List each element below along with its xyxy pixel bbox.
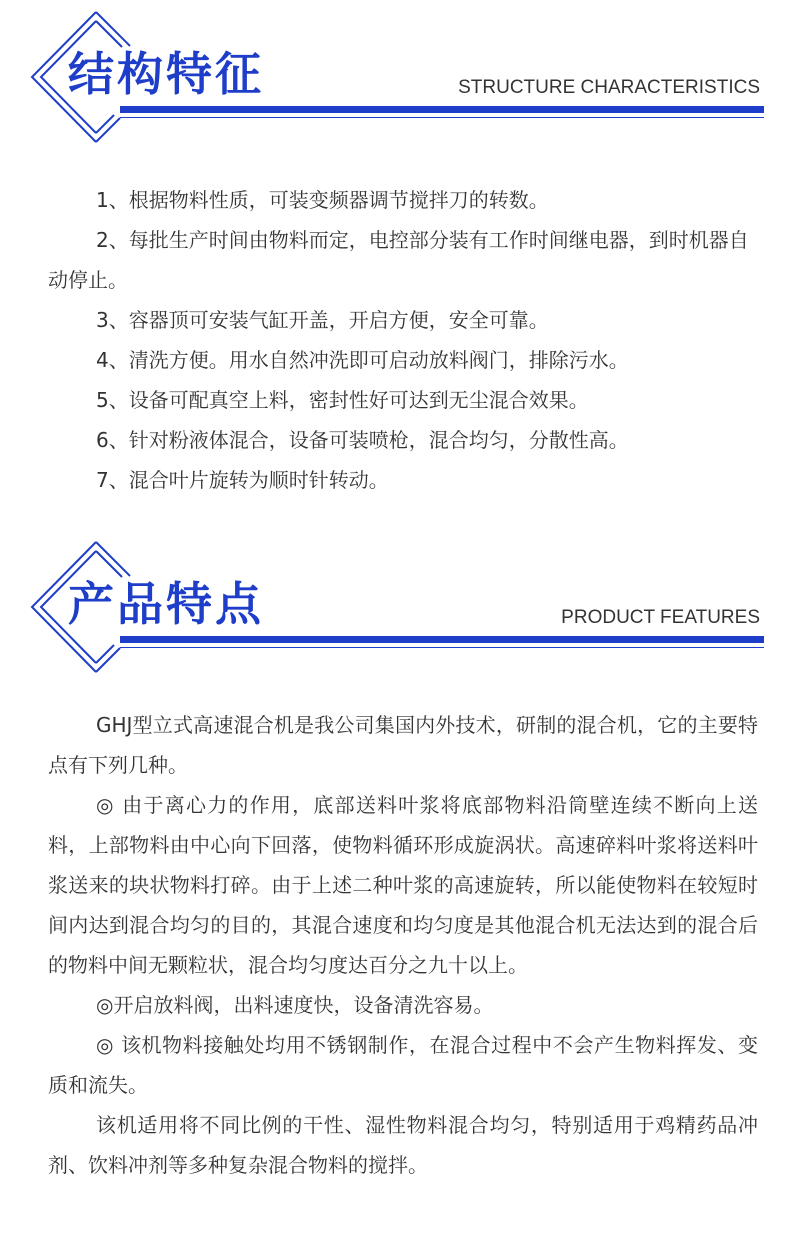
- header-underline-thin: [120, 647, 764, 648]
- section-title: 产品特点: [68, 577, 264, 631]
- section-header: [0, 530, 790, 680]
- paragraph: ◎开启放料阀，出料速度快，设备清洗容易。: [96, 993, 494, 1017]
- section-title: 结构特征: [68, 47, 264, 101]
- paragraph: GHJ型立式高速混合机是我公司集国内外技术，研制的混合机，它的主要特点有下列几种。: [48, 713, 758, 777]
- section-subtitle: PRODUCT FEATURES: [561, 607, 760, 628]
- paragraph: ◎ 该机物料接触处均用不锈钢制作，在混合过程中不会产生物料挥发、变质和流失。: [48, 1033, 758, 1097]
- paragraph: ◎ 由于离心力的作用，底部送料叶浆将底部物料沿筒壁连续不断向上送料，上部物料由中心向下回落，使物料循环形成旋涡状。高速碎料叶浆将送料叶浆送来的块状物料打碎。由于上述二种叶浆的高速旋转，所以能使物料在较短时间内达到混合均匀的目的，其混合速度和均匀度是其他混合机无法达到的混合后的物料中间无颗粒状，混合均匀度达百分之九十以上。: [48, 793, 758, 977]
- list-item: 6、针对粉液体混合，设备可装喷枪，混合均匀，分散性高。: [96, 428, 629, 452]
- list-item: 4、清洗方便。用水自然冲洗即可启动放料阀门，排除污水。: [96, 348, 629, 372]
- feature-paragraphs: [48, 705, 758, 1185]
- list-item: 7、混合叶片旋转为顺时针转动。: [96, 468, 389, 492]
- section-header: [0, 0, 790, 150]
- header-underline: [120, 106, 764, 113]
- header-underline-thin: [120, 117, 764, 118]
- list-item: 5、设备可配真空上料，密封性好可达到无尘混合效果。: [96, 388, 589, 412]
- section-subtitle: STRUCTURE CHARACTERISTICS: [458, 77, 760, 98]
- list-item: 1、根据物料性质，可装变频器调节搅拌刀的转数。: [96, 188, 549, 212]
- feature-list: [48, 180, 758, 500]
- paragraph: 该机适用将不同比例的干性、湿性物料混合均匀，特别适用于鸡精药品冲剂、饮料冲剂等多种复杂混合物料的搅拌。: [48, 1113, 758, 1177]
- structure-characteristics-section: [0, 0, 790, 530]
- list-item: 3、容器顶可安装气缸开盖，开启方便，安全可靠。: [96, 308, 549, 332]
- header-underline: [120, 636, 764, 643]
- product-features-section: [0, 530, 790, 1243]
- list-item: 2、每批生产时间由物料而定，电控部分装有工作时间继电器，到时机器自动停止。: [48, 228, 749, 292]
